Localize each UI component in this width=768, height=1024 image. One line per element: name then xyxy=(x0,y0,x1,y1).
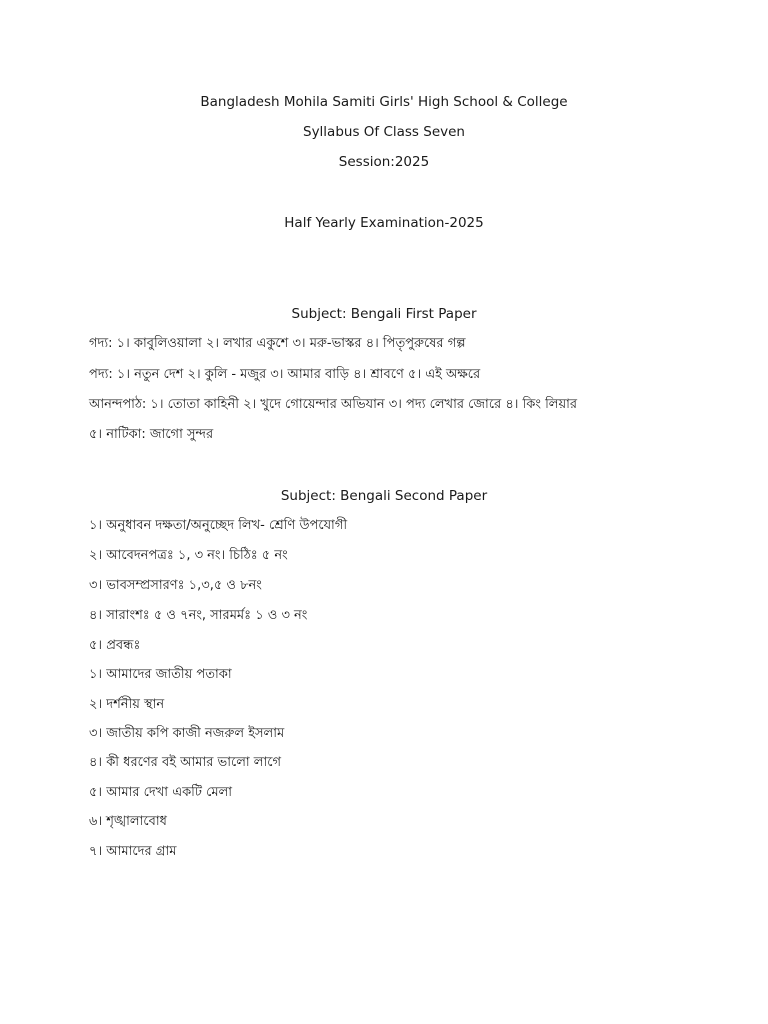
essay-item: ৩। জাতীয় কপি কাজী নজরুল ইসলাম xyxy=(89,726,285,741)
first-paper-line: আনন্দপাঠ: ১। তোতা কাহিনী ২। খুদে গোয়েন্দার অভিযান ৩। পদ্য লেখার জোরে ৪। কিং লিয়ার xyxy=(89,397,578,412)
school-name: Bangladesh Mohila Samiti Girls' High School & College xyxy=(200,94,568,110)
first-paper-line: ৫। নাটিকা: জাগো সুন্দর xyxy=(89,427,214,442)
essay-item: ৫। আমার দেখা একটি মেলা xyxy=(89,785,233,800)
session-label: Session:2025 xyxy=(338,154,430,170)
second-paper-line: ৪। সারাংশঃ ৫ ও ৭নং, সারমর্মঃ ১ ও ৩ নং xyxy=(89,608,308,623)
essay-item: ৪। কী ধরণের বই আমার ভালো লাগে xyxy=(89,755,282,770)
exam-title: Half Yearly Examination-2025 xyxy=(284,215,484,231)
essay-item: ১। আমাদের জাতীয় পতাকা xyxy=(89,667,232,682)
second-paper-line: ৫। প্রবন্ধঃ xyxy=(89,638,141,653)
second-paper-line: ১। অনুধাবন দক্ষতা/অনুচ্ছেদ লিখ- শ্রেণি উপযোগী xyxy=(89,518,348,533)
first-paper-line: পদ্য: ১। নতুন দেশ ২। কুলি - মজুর ৩। আমার বাড়ি ৪। শ্রাবণে ৫। এই অক্ষরে xyxy=(89,367,481,382)
second-paper-line: ৩। ভাবসম্প্রসারণঃ ১,৩,৫ ও ৮নং xyxy=(89,578,262,593)
essay-item: ৭। আমাদের গ্রাম xyxy=(89,844,177,859)
second-paper-line: ২। আবেদনপত্রঃ ১, ৩ নং। চিঠিঃ ৫ নং xyxy=(89,548,288,563)
essay-item: ৬। শৃঙ্খালাবোধ xyxy=(89,814,167,829)
first-paper-subject: Subject: Bengali First Paper xyxy=(291,306,477,322)
essay-item: ২। দর্শনীয় স্থান xyxy=(89,697,165,712)
first-paper-line: গদ্য: ১। কাবুলিওয়ালা ২। লখার একুশে ৩। মরু-ভাস্কর ৪। পিতৃপুরুষের গল্প xyxy=(89,336,466,351)
second-paper-subject: Subject: Bengali Second Paper xyxy=(280,488,488,504)
syllabus-title: Syllabus Of Class Seven xyxy=(303,124,465,140)
